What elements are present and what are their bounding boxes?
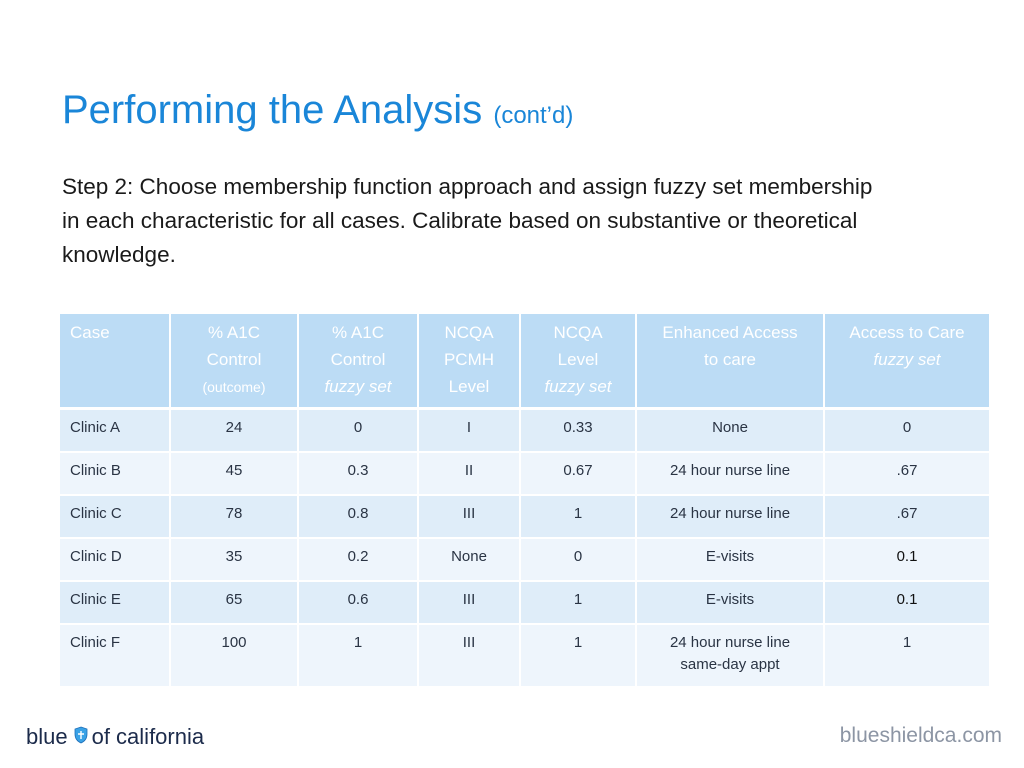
title-suffix: (cont’d)	[493, 102, 574, 129]
cell-pcmh: III	[418, 624, 520, 687]
cell-case: Clinic D	[60, 538, 170, 581]
cell-pcmh-fuzzy: 1	[520, 624, 636, 687]
table-header-row	[60, 314, 990, 409]
cell-access: 24 hour nurse line	[636, 495, 824, 538]
cell-a1c: 65	[170, 581, 298, 624]
cell-pcmh-fuzzy: 1	[520, 495, 636, 538]
cell-access	[636, 624, 824, 687]
header-case: Case	[60, 314, 170, 409]
cell-pcmh-fuzzy: 0	[520, 538, 636, 581]
cell-pcmh-fuzzy: 0.67	[520, 452, 636, 495]
cell-access-line2: same-day appt	[680, 656, 780, 673]
cell-access-fuzzy: 0.1	[824, 581, 990, 624]
logo-text-blue: blue	[26, 724, 68, 749]
cell-a1c-fuzzy: 0.2	[298, 538, 418, 581]
cell-access-fuzzy: 1	[824, 624, 990, 687]
title-main: Performing the Analysis	[62, 88, 483, 132]
header-level-fuzzy: NCQA Level fuzzy set	[520, 314, 636, 409]
cell-a1c-fuzzy: 1	[298, 624, 418, 687]
cell-case: Clinic B	[60, 452, 170, 495]
cell-a1c: 45	[170, 452, 298, 495]
cell-a1c-fuzzy: 0.3	[298, 452, 418, 495]
slide-body-text: Step 2: Choose membership function approach and assign fuzzy set membership in each characteristic for all cases. Calibrate based on substantive or theoretical knowledge.	[62, 174, 873, 267]
cell-access: E-visits	[636, 581, 824, 624]
header-a1c-control: % A1C Control (outcome)	[170, 314, 298, 409]
table-row	[60, 409, 990, 453]
table-row	[60, 495, 990, 538]
website-url: blueshieldca.com	[839, 724, 1002, 747]
cell-access-fuzzy: .67	[824, 495, 990, 538]
fuzzy-set-table	[60, 314, 991, 688]
cell-a1c-fuzzy: 0.8	[298, 495, 418, 538]
header-access-fuzzy: Access to Care fuzzy set	[824, 314, 990, 409]
cell-a1c: 100	[170, 624, 298, 687]
header-enhanced-access: Enhanced Access to care	[636, 314, 824, 409]
cell-access-line1: 24 hour nurse line	[669, 634, 791, 651]
cell-case: Clinic C	[60, 495, 170, 538]
cell-pcmh: III	[418, 581, 520, 624]
table-row	[60, 581, 990, 624]
cell-a1c-fuzzy: 0.6	[298, 581, 418, 624]
cell-case: Clinic A	[60, 409, 170, 453]
cell-pcmh: III	[418, 495, 520, 538]
table-row	[60, 452, 990, 495]
cell-access: E-visits	[636, 538, 824, 581]
cell-access: None	[636, 409, 824, 453]
cell-access-fuzzy: 0	[824, 409, 990, 453]
table-row	[60, 538, 990, 581]
cell-access-fuzzy: .67	[824, 452, 990, 495]
cell-access-fuzzy: 0.1	[824, 538, 990, 581]
cell-a1c: 78	[170, 495, 298, 538]
header-a1c-fuzzy: % A1C Control fuzzy set	[298, 314, 418, 409]
cell-pcmh: None	[418, 538, 520, 581]
cell-pcmh: II	[418, 452, 520, 495]
cell-access: 24 hour nurse line	[636, 452, 824, 495]
cell-case: Clinic F	[60, 624, 170, 687]
cell-a1c-fuzzy: 0	[298, 409, 418, 453]
slide-title	[62, 84, 573, 142]
header-pcmh-level: NCQA PCMH Level	[418, 314, 520, 409]
shield-icon	[74, 724, 88, 750]
cell-a1c: 35	[170, 538, 298, 581]
cell-case: Clinic E	[60, 581, 170, 624]
cell-pcmh-fuzzy: 1	[520, 581, 636, 624]
logo-text-california: of california	[91, 724, 205, 749]
cell-pcmh: I	[418, 409, 520, 453]
brand-logo	[26, 724, 204, 750]
cell-pcmh-fuzzy: 0.33	[520, 409, 636, 453]
table-row	[60, 624, 990, 687]
cell-a1c: 24	[170, 409, 298, 453]
